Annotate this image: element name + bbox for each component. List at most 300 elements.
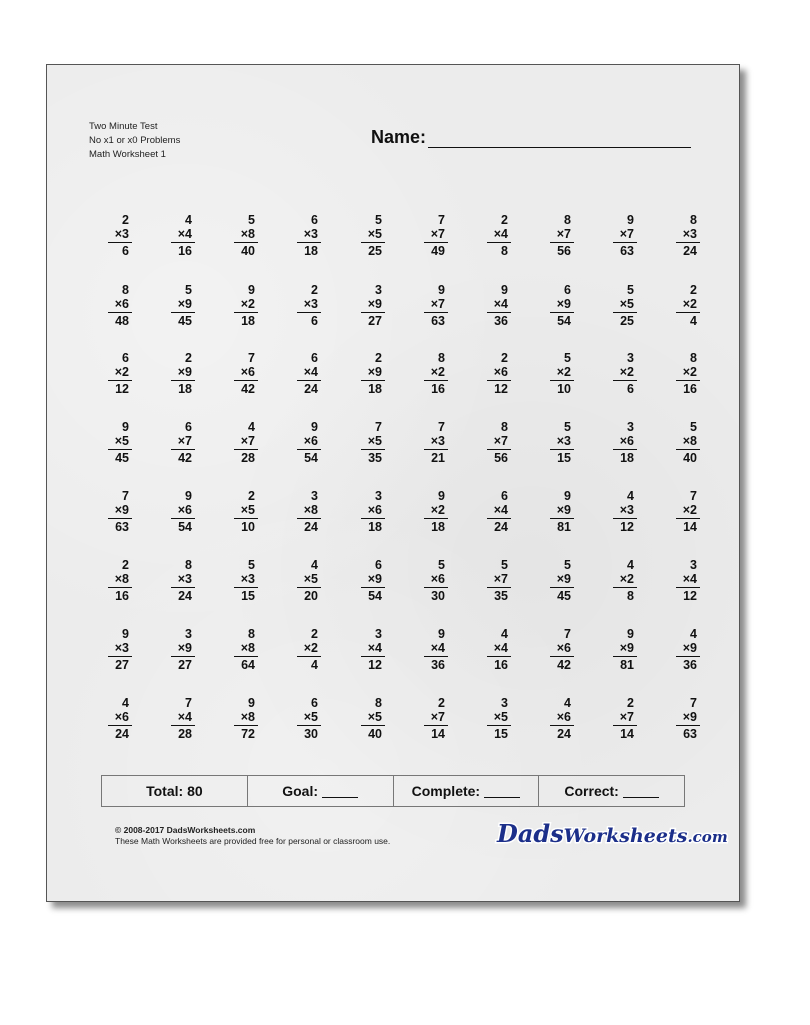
problem-multiplicand: 5 bbox=[185, 283, 192, 297]
problem-multiplier: ×5 bbox=[114, 434, 129, 448]
problem-answer: 12 bbox=[115, 382, 129, 396]
problem-r3-c10 bbox=[670, 351, 700, 396]
problem-r1-c6 bbox=[418, 213, 448, 258]
problem-answer: 54 bbox=[304, 451, 318, 465]
problem-rule bbox=[297, 725, 321, 726]
problem-answer: 18 bbox=[178, 382, 192, 396]
problem-answer: 48 bbox=[115, 314, 129, 328]
problem-multiplicand: 2 bbox=[185, 351, 192, 365]
problem-multiplier: ×7 bbox=[493, 434, 508, 448]
problem-rule bbox=[487, 518, 511, 519]
problem-multiplier: ×3 bbox=[177, 572, 192, 586]
problem-answer: 45 bbox=[178, 314, 192, 328]
problem-multiplier: ×3 bbox=[430, 434, 445, 448]
name-label: Name: bbox=[371, 127, 427, 147]
problem-answer: 25 bbox=[368, 244, 382, 258]
problem-multiplicand: 8 bbox=[501, 420, 508, 434]
problem-rule bbox=[424, 587, 448, 588]
problem-answer: 54 bbox=[557, 314, 571, 328]
problem-multiplicand: 3 bbox=[311, 489, 318, 503]
problem-answer: 54 bbox=[368, 589, 382, 603]
problem-rule bbox=[234, 518, 258, 519]
problem-multiplicand: 8 bbox=[564, 213, 571, 227]
problem-rule bbox=[424, 449, 448, 450]
problem-rule bbox=[234, 312, 258, 313]
worksheet-header bbox=[89, 120, 180, 162]
problem-rule bbox=[297, 656, 321, 657]
problem-rule bbox=[108, 725, 132, 726]
problem-rule bbox=[171, 656, 195, 657]
problem-r8-c9 bbox=[607, 696, 637, 741]
problem-rule bbox=[361, 449, 385, 450]
problem-multiplicand: 9 bbox=[564, 489, 571, 503]
problem-multiplier: ×9 bbox=[556, 572, 571, 586]
problem-multiplier: ×4 bbox=[493, 297, 508, 311]
problem-rule bbox=[361, 656, 385, 657]
problem-multiplier: ×3 bbox=[240, 572, 255, 586]
problem-r1-c5 bbox=[355, 213, 385, 258]
problem-answer: 63 bbox=[431, 314, 445, 328]
problem-answer: 42 bbox=[241, 382, 255, 396]
problem-answer: 4 bbox=[690, 314, 697, 328]
problem-answer: 14 bbox=[431, 727, 445, 741]
problem-multiplicand: 9 bbox=[248, 696, 255, 710]
problem-multiplicand: 5 bbox=[564, 420, 571, 434]
problem-rule bbox=[108, 518, 132, 519]
problem-answer: 25 bbox=[620, 314, 634, 328]
problem-r5-c8 bbox=[544, 489, 574, 534]
problem-r7-c9 bbox=[607, 627, 637, 672]
problem-rule bbox=[297, 312, 321, 313]
problem-r7-c1 bbox=[102, 627, 132, 672]
problem-rule bbox=[234, 449, 258, 450]
problem-answer: 15 bbox=[557, 451, 571, 465]
logo-wordmark bbox=[496, 819, 728, 848]
name-blank-line[interactable] bbox=[428, 127, 691, 148]
problem-r8-c10 bbox=[670, 696, 700, 741]
problem-r3-c1 bbox=[102, 351, 132, 396]
problem-answer: 10 bbox=[557, 382, 571, 396]
problem-multiplicand: 8 bbox=[690, 351, 697, 365]
problem-multiplier: ×6 bbox=[177, 503, 192, 517]
problem-r5-c7 bbox=[481, 489, 511, 534]
problem-multiplier: ×4 bbox=[303, 365, 318, 379]
score-goal-label: Goal: bbox=[282, 783, 319, 799]
problem-rule bbox=[550, 587, 574, 588]
problem-answer: 18 bbox=[241, 314, 255, 328]
problem-rule bbox=[613, 518, 637, 519]
problem-multiplier: ×2 bbox=[114, 365, 129, 379]
problem-answer: 12 bbox=[620, 520, 634, 534]
footer bbox=[115, 825, 390, 847]
problem-multiplicand: 7 bbox=[564, 627, 571, 641]
problem-multiplicand: 4 bbox=[248, 420, 255, 434]
problem-multiplicand: 9 bbox=[185, 489, 192, 503]
problem-multiplier: ×7 bbox=[556, 227, 571, 241]
problem-answer: 8 bbox=[627, 589, 634, 603]
problem-multiplier: ×8 bbox=[240, 227, 255, 241]
problem-multiplicand: 7 bbox=[375, 420, 382, 434]
problem-multiplier: ×6 bbox=[114, 297, 129, 311]
problem-rule bbox=[613, 656, 637, 657]
problem-answer: 24 bbox=[494, 520, 508, 534]
problem-multiplicand: 4 bbox=[311, 558, 318, 572]
problem-rule bbox=[487, 587, 511, 588]
logo-text-worksheets: Worksheets bbox=[563, 825, 688, 847]
problem-multiplier: ×9 bbox=[177, 297, 192, 311]
problem-multiplicand: 9 bbox=[122, 627, 129, 641]
problem-answer: 15 bbox=[494, 727, 508, 741]
problem-answer: 24 bbox=[557, 727, 571, 741]
problem-multiplicand: 3 bbox=[501, 696, 508, 710]
problem-r7-c7 bbox=[481, 627, 511, 672]
problem-r2-c6 bbox=[418, 283, 448, 328]
problem-r3-c4 bbox=[291, 351, 321, 396]
problem-multiplier: ×5 bbox=[619, 297, 634, 311]
problem-multiplier: ×2 bbox=[240, 297, 255, 311]
problem-rule bbox=[108, 656, 132, 657]
problem-rule bbox=[297, 242, 321, 243]
problem-r5-c2 bbox=[165, 489, 195, 534]
problem-rule bbox=[171, 242, 195, 243]
problem-r8-c4 bbox=[291, 696, 321, 741]
problem-multiplicand: 7 bbox=[122, 489, 129, 503]
problem-rule bbox=[297, 449, 321, 450]
problem-multiplicand: 3 bbox=[627, 351, 634, 365]
problem-multiplicand: 6 bbox=[311, 213, 318, 227]
header-worksheet-number: Math Worksheet 1 bbox=[89, 149, 166, 160]
problem-multiplier: ×9 bbox=[682, 641, 697, 655]
problem-answer: 45 bbox=[557, 589, 571, 603]
problem-multiplicand: 2 bbox=[311, 627, 318, 641]
problem-answer: 18 bbox=[368, 520, 382, 534]
problem-answer: 42 bbox=[178, 451, 192, 465]
problem-r6-c10 bbox=[670, 558, 700, 603]
problem-r4-c6 bbox=[418, 420, 448, 465]
problem-multiplicand: 2 bbox=[627, 696, 634, 710]
dadsworksheets-logo[interactable] bbox=[495, 815, 728, 851]
problem-multiplier: ×2 bbox=[430, 365, 445, 379]
problem-multiplicand: 8 bbox=[122, 283, 129, 297]
problem-answer: 14 bbox=[683, 520, 697, 534]
problem-multiplicand: 9 bbox=[438, 283, 445, 297]
problem-rule bbox=[171, 725, 195, 726]
problem-r6-c8 bbox=[544, 558, 574, 603]
problem-multiplier: ×2 bbox=[682, 365, 697, 379]
problem-rule bbox=[550, 518, 574, 519]
problem-rule bbox=[613, 242, 637, 243]
problem-answer: 14 bbox=[620, 727, 634, 741]
problem-multiplier: ×7 bbox=[430, 710, 445, 724]
problem-rule bbox=[613, 449, 637, 450]
problem-multiplier: ×5 bbox=[303, 710, 318, 724]
problem-multiplier: ×4 bbox=[367, 641, 382, 655]
problem-answer: 12 bbox=[368, 658, 382, 672]
problem-rule bbox=[550, 312, 574, 313]
problem-multiplicand: 2 bbox=[438, 696, 445, 710]
problem-answer: 36 bbox=[494, 314, 508, 328]
problem-answer: 56 bbox=[494, 451, 508, 465]
problem-answer: 36 bbox=[683, 658, 697, 672]
problem-r4-c8 bbox=[544, 420, 574, 465]
problem-answer: 40 bbox=[368, 727, 382, 741]
problem-multiplier: ×9 bbox=[367, 297, 382, 311]
problem-answer: 27 bbox=[368, 314, 382, 328]
problem-answer: 10 bbox=[241, 520, 255, 534]
problem-answer: 28 bbox=[241, 451, 255, 465]
problem-answer: 54 bbox=[178, 520, 192, 534]
problem-multiplier: ×4 bbox=[430, 641, 445, 655]
problem-r8-c7 bbox=[481, 696, 511, 741]
problem-multiplier: ×5 bbox=[367, 434, 382, 448]
problem-rule bbox=[234, 656, 258, 657]
problem-answer: 27 bbox=[178, 658, 192, 672]
problem-multiplicand: 4 bbox=[185, 213, 192, 227]
problem-multiplier: ×6 bbox=[493, 365, 508, 379]
problem-r6-c4 bbox=[291, 558, 321, 603]
problem-r3-c3 bbox=[228, 351, 258, 396]
problem-multiplicand: 7 bbox=[690, 489, 697, 503]
problem-rule bbox=[108, 242, 132, 243]
problem-r1-c2 bbox=[165, 213, 195, 258]
problem-r5-c3 bbox=[228, 489, 258, 534]
problem-multiplicand: 5 bbox=[248, 213, 255, 227]
problem-r8-c8 bbox=[544, 696, 574, 741]
problem-rule bbox=[613, 312, 637, 313]
problem-multiplier: ×4 bbox=[682, 572, 697, 586]
problem-rule bbox=[234, 725, 258, 726]
problem-rule bbox=[676, 725, 700, 726]
problem-multiplicand: 9 bbox=[501, 283, 508, 297]
problem-r4-c1 bbox=[102, 420, 132, 465]
problem-r1-c7 bbox=[481, 213, 511, 258]
problem-multiplier: ×6 bbox=[240, 365, 255, 379]
score-complete-blank[interactable] bbox=[484, 785, 520, 798]
problem-multiplier: ×6 bbox=[367, 503, 382, 517]
problem-r2-c7 bbox=[481, 283, 511, 328]
problem-rule bbox=[297, 518, 321, 519]
problem-r2-c4 bbox=[291, 283, 321, 328]
problem-r8-c6 bbox=[418, 696, 448, 741]
problem-answer: 18 bbox=[431, 520, 445, 534]
problem-multiplier: ×9 bbox=[619, 641, 634, 655]
problem-multiplicand: 6 bbox=[311, 351, 318, 365]
problem-rule bbox=[487, 242, 511, 243]
problem-r6-c2 bbox=[165, 558, 195, 603]
score-goal-blank[interactable] bbox=[322, 785, 358, 798]
problem-multiplicand: 3 bbox=[375, 627, 382, 641]
problem-answer: 63 bbox=[115, 520, 129, 534]
problem-multiplicand: 5 bbox=[375, 213, 382, 227]
problem-multiplicand: 4 bbox=[690, 627, 697, 641]
problem-rule bbox=[487, 380, 511, 381]
problem-answer: 81 bbox=[620, 658, 634, 672]
problem-r2-c1 bbox=[102, 283, 132, 328]
problem-multiplier: ×5 bbox=[493, 710, 508, 724]
problem-rule bbox=[487, 725, 511, 726]
problem-r5-c4 bbox=[291, 489, 321, 534]
problem-multiplier: ×2 bbox=[430, 503, 445, 517]
problem-r6-c3 bbox=[228, 558, 258, 603]
problem-r1-c4 bbox=[291, 213, 321, 258]
problem-r3-c5 bbox=[355, 351, 385, 396]
problem-answer: 12 bbox=[683, 589, 697, 603]
problem-answer: 27 bbox=[115, 658, 129, 672]
problem-multiplicand: 7 bbox=[185, 696, 192, 710]
problem-r7-c6 bbox=[418, 627, 448, 672]
problem-r7-c10 bbox=[670, 627, 700, 672]
problem-answer: 6 bbox=[311, 314, 318, 328]
problem-rule bbox=[487, 656, 511, 657]
score-correct bbox=[539, 776, 684, 806]
problem-answer: 21 bbox=[431, 451, 445, 465]
problem-r2-c8 bbox=[544, 283, 574, 328]
problem-multiplier: ×5 bbox=[240, 503, 255, 517]
problem-multiplier: ×4 bbox=[493, 503, 508, 517]
problem-multiplicand: 9 bbox=[122, 420, 129, 434]
problem-multiplicand: 2 bbox=[690, 283, 697, 297]
problem-multiplier: ×7 bbox=[240, 434, 255, 448]
problem-answer: 30 bbox=[431, 589, 445, 603]
problem-multiplicand: 8 bbox=[248, 627, 255, 641]
header-title: Two Minute Test bbox=[89, 121, 158, 132]
problem-answer: 35 bbox=[368, 451, 382, 465]
problem-r1-c8 bbox=[544, 213, 574, 258]
problem-multiplicand: 6 bbox=[311, 696, 318, 710]
problem-multiplier: ×5 bbox=[303, 572, 318, 586]
problem-r6-c5 bbox=[355, 558, 385, 603]
problem-multiplicand: 4 bbox=[627, 489, 634, 503]
problem-multiplicand: 2 bbox=[375, 351, 382, 365]
score-box bbox=[101, 775, 685, 807]
problem-answer: 56 bbox=[557, 244, 571, 258]
problem-rule bbox=[424, 518, 448, 519]
problem-rule bbox=[676, 656, 700, 657]
problem-multiplicand: 3 bbox=[690, 558, 697, 572]
problem-r2-c9 bbox=[607, 283, 637, 328]
score-complete-label: Complete: bbox=[411, 783, 481, 799]
problem-r6-c7 bbox=[481, 558, 511, 603]
problem-multiplier: ×6 bbox=[556, 641, 571, 655]
problem-r4-c3 bbox=[228, 420, 258, 465]
problem-answer: 24 bbox=[683, 244, 697, 258]
problem-multiplicand: 8 bbox=[438, 351, 445, 365]
problem-multiplicand: 9 bbox=[627, 213, 634, 227]
problem-answer: 18 bbox=[368, 382, 382, 396]
problem-multiplier: ×9 bbox=[556, 297, 571, 311]
problem-multiplicand: 2 bbox=[311, 283, 318, 297]
problem-multiplier: ×2 bbox=[303, 641, 318, 655]
problem-multiplier: ×2 bbox=[619, 572, 634, 586]
problem-r7-c8 bbox=[544, 627, 574, 672]
problem-r8-c5 bbox=[355, 696, 385, 741]
problem-rule bbox=[108, 380, 132, 381]
problem-multiplier: ×8 bbox=[303, 503, 318, 517]
footer-note: These Math Worksheets are provided free for personal or classroom use. bbox=[115, 836, 391, 846]
problem-multiplier: ×3 bbox=[303, 297, 318, 311]
problem-multiplier: ×6 bbox=[556, 710, 571, 724]
problem-rule bbox=[361, 242, 385, 243]
problem-multiplier: ×7 bbox=[430, 297, 445, 311]
problem-multiplicand: 5 bbox=[627, 283, 634, 297]
problem-rule bbox=[171, 449, 195, 450]
problem-rule bbox=[234, 587, 258, 588]
problem-multiplicand: 8 bbox=[375, 696, 382, 710]
problem-multiplier: ×8 bbox=[240, 641, 255, 655]
problem-answer: 81 bbox=[557, 520, 571, 534]
problem-multiplicand: 9 bbox=[438, 489, 445, 503]
problem-multiplier: ×7 bbox=[177, 434, 192, 448]
problem-rule bbox=[361, 518, 385, 519]
problem-rule bbox=[613, 380, 637, 381]
problem-r7-c5 bbox=[355, 627, 385, 672]
problem-r3-c9 bbox=[607, 351, 637, 396]
problem-r8-c2 bbox=[165, 696, 195, 741]
problem-answer: 12 bbox=[494, 382, 508, 396]
problem-r6-c1 bbox=[102, 558, 132, 603]
problem-multiplicand: 3 bbox=[375, 283, 382, 297]
problem-r6-c9 bbox=[607, 558, 637, 603]
problem-answer: 8 bbox=[501, 244, 508, 258]
problem-rule bbox=[613, 587, 637, 588]
problem-multiplier: ×7 bbox=[493, 572, 508, 586]
problem-answer: 24 bbox=[304, 382, 318, 396]
problem-multiplicand: 3 bbox=[627, 420, 634, 434]
name-field bbox=[371, 127, 691, 148]
problem-multiplier: ×4 bbox=[493, 641, 508, 655]
problem-multiplier: ×6 bbox=[619, 434, 634, 448]
problem-rule bbox=[613, 725, 637, 726]
problem-multiplier: ×3 bbox=[114, 641, 129, 655]
problem-answer: 63 bbox=[683, 727, 697, 741]
problem-rule bbox=[676, 380, 700, 381]
problem-multiplicand: 6 bbox=[564, 283, 571, 297]
problem-r7-c2 bbox=[165, 627, 195, 672]
problem-multiplicand: 7 bbox=[690, 696, 697, 710]
problem-rule bbox=[108, 587, 132, 588]
problem-rule bbox=[676, 449, 700, 450]
problem-answer: 28 bbox=[178, 727, 192, 741]
problem-multiplier: ×2 bbox=[682, 297, 697, 311]
problem-answer: 18 bbox=[304, 244, 318, 258]
problem-rule bbox=[676, 518, 700, 519]
problem-multiplicand: 9 bbox=[248, 283, 255, 297]
problem-rule bbox=[297, 587, 321, 588]
problem-rule bbox=[171, 518, 195, 519]
problem-r2-c5 bbox=[355, 283, 385, 328]
problem-multiplicand: 2 bbox=[122, 213, 129, 227]
problem-multiplicand: 9 bbox=[438, 627, 445, 641]
problem-answer: 16 bbox=[494, 658, 508, 672]
problem-answer: 35 bbox=[494, 589, 508, 603]
problem-rule bbox=[424, 380, 448, 381]
problem-r1-c10 bbox=[670, 213, 700, 258]
problem-multiplicand: 8 bbox=[185, 558, 192, 572]
problem-multiplier: ×3 bbox=[114, 227, 129, 241]
score-correct-blank[interactable] bbox=[623, 785, 659, 798]
problem-rule bbox=[297, 380, 321, 381]
score-total-label: Total: 80 bbox=[146, 783, 203, 799]
problem-r1-c3 bbox=[228, 213, 258, 258]
problem-r4-c9 bbox=[607, 420, 637, 465]
problem-multiplier: ×3 bbox=[303, 227, 318, 241]
problem-multiplicand: 5 bbox=[501, 558, 508, 572]
problem-rule bbox=[424, 242, 448, 243]
problem-multiplier: ×9 bbox=[177, 365, 192, 379]
problem-multiplier: ×8 bbox=[240, 710, 255, 724]
problem-r7-c3 bbox=[228, 627, 258, 672]
problem-r5-c1 bbox=[102, 489, 132, 534]
